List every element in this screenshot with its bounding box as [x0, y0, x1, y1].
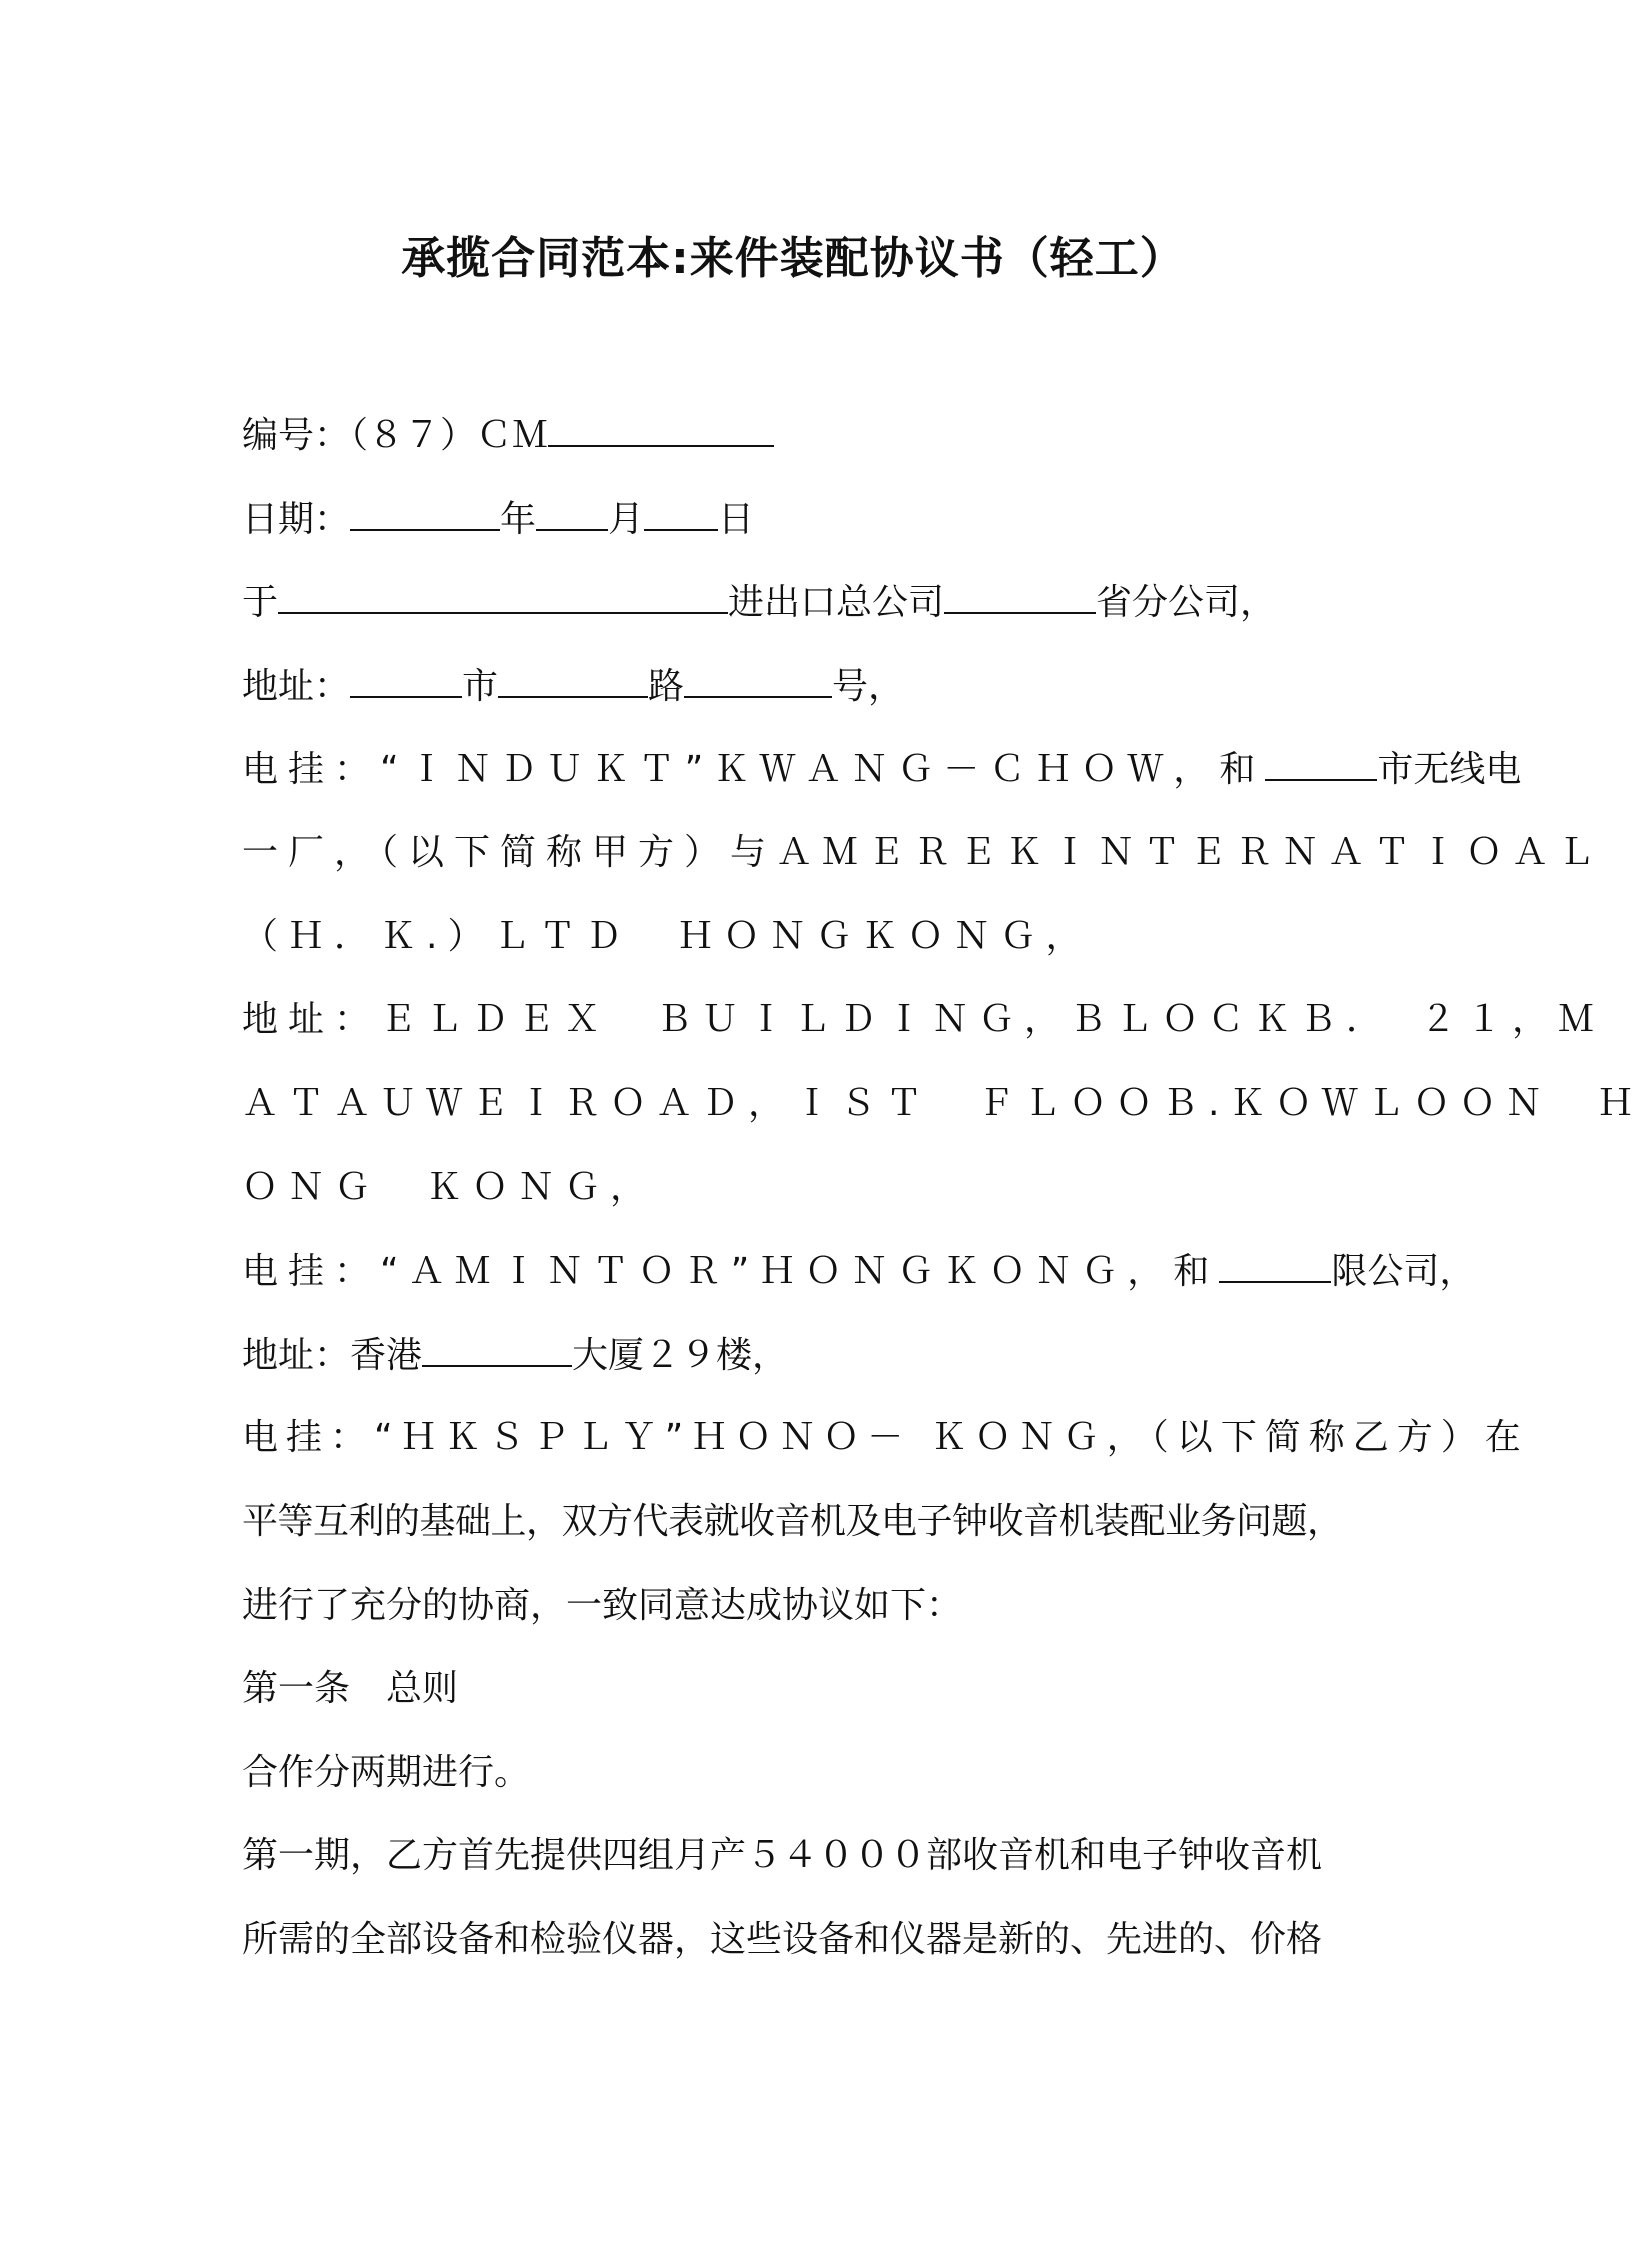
- line-body-4: 第一期，乙方首先提供四组月产５４０００部收音机和电子钟收音机: [242, 1835, 1323, 1876]
- date-day-blank: [644, 497, 718, 531]
- article-one-heading: 第一条 总则: [242, 1668, 459, 1709]
- number-blank: [684, 664, 832, 698]
- line-cable-c: 电挂：“ＨＫＳＰＬＹ”ＨＯＮＯ－ ＫＯＮＧ，（以下简称乙方）在: [242, 1417, 1529, 1458]
- line-address-b-1: 地址：ＥＬＤＥＸ ＢＵＩＬＤＩＮＧ，ＢＬＯＣＫＢ． ２１，Ｍ: [242, 999, 1605, 1040]
- cable-a-city-blank: [1265, 747, 1377, 781]
- date-year-label: 年: [500, 499, 537, 540]
- company-name-blank: [278, 580, 728, 614]
- line-date: [242, 497, 1362, 542]
- line-body-3: 合作分两期进行。: [242, 1752, 531, 1793]
- line-address-b-3: ＯＮＧ ＫＯＮＧ，: [242, 1167, 657, 1208]
- province-blank: [944, 580, 1096, 614]
- serial-number-blank: [548, 413, 774, 447]
- line-cable-b: [242, 1249, 1476, 1294]
- line-company: [242, 580, 1362, 625]
- cable-a-text: 电挂：“ＩＮＤＵＫＴ”ＫＷＡＮＧ－ＣＨＯＷ，和: [242, 749, 1266, 790]
- number-label: 号，: [832, 666, 905, 707]
- line-party-a: 一厂，（以下简称甲方）与ＡＭＥＲＥＫＩＮＴＥＲＮＡＴＩＯＡＬ: [242, 832, 1605, 873]
- cable-b-company: 限公司，: [1331, 1251, 1476, 1292]
- building-blank: [422, 1333, 572, 1367]
- document-title: 承揽合同范本:来件装配协议书（轻工）: [401, 233, 1185, 284]
- line-body-5: 所需的全部设备和检验仪器，这些设备和仪器是新的、先进的、价格: [242, 1919, 1323, 1960]
- date-label: 日期：: [242, 499, 351, 540]
- date-month-blank: [536, 497, 608, 531]
- cable-a-factory: 市无线电: [1377, 749, 1522, 790]
- date-year-blank: [350, 497, 500, 531]
- cable-b-company-blank: [1219, 1249, 1331, 1283]
- line-address-b-2: ＡＴＡＵＷＥＩＲＯＡＤ，ＩＳＴ ＦＬＯＯＢ.ＫＯＷＬＯＯＮ Ｈ: [242, 1083, 1643, 1124]
- line-party-b-name: （Ｈ．Ｋ.）ＬＴＤ ＨＯＮＧＫＯＮＧ，: [242, 916, 1092, 957]
- serial-number-label: 编号：（８７）ＣＭ: [242, 415, 549, 456]
- cable-b-text: 电挂：“ＡＭＩＮＴＯＲ”ＨＯＮＧＫＯＮＧ，和: [242, 1251, 1220, 1292]
- road-label: 路: [648, 666, 685, 707]
- building-floor: 大厦２９楼，: [572, 1335, 789, 1376]
- address-hk-label: 地址：香港: [242, 1335, 423, 1376]
- road-blank: [498, 664, 648, 698]
- company-type: 进出口总公司: [728, 582, 945, 623]
- date-month-label: 月: [608, 499, 645, 540]
- city-label: 市: [462, 666, 499, 707]
- line-body-1: 平等互利的基础上，双方代表就收音机及电子钟收音机装配业务问题，: [242, 1501, 1343, 1542]
- company-prefix: 于: [242, 582, 279, 623]
- line-cable-a: [242, 747, 1522, 792]
- city-blank: [350, 664, 462, 698]
- address-label: 地址：: [242, 666, 351, 707]
- date-day-label: 日: [718, 499, 755, 540]
- line-address-hk: [242, 1333, 1362, 1378]
- line-address-a: [242, 664, 1362, 709]
- line-serial-number: [242, 413, 1362, 458]
- province-branch: 省分公司，: [1096, 582, 1277, 623]
- line-body-2: 进行了充分的协商，一致同意达成协议如下：: [242, 1585, 963, 1626]
